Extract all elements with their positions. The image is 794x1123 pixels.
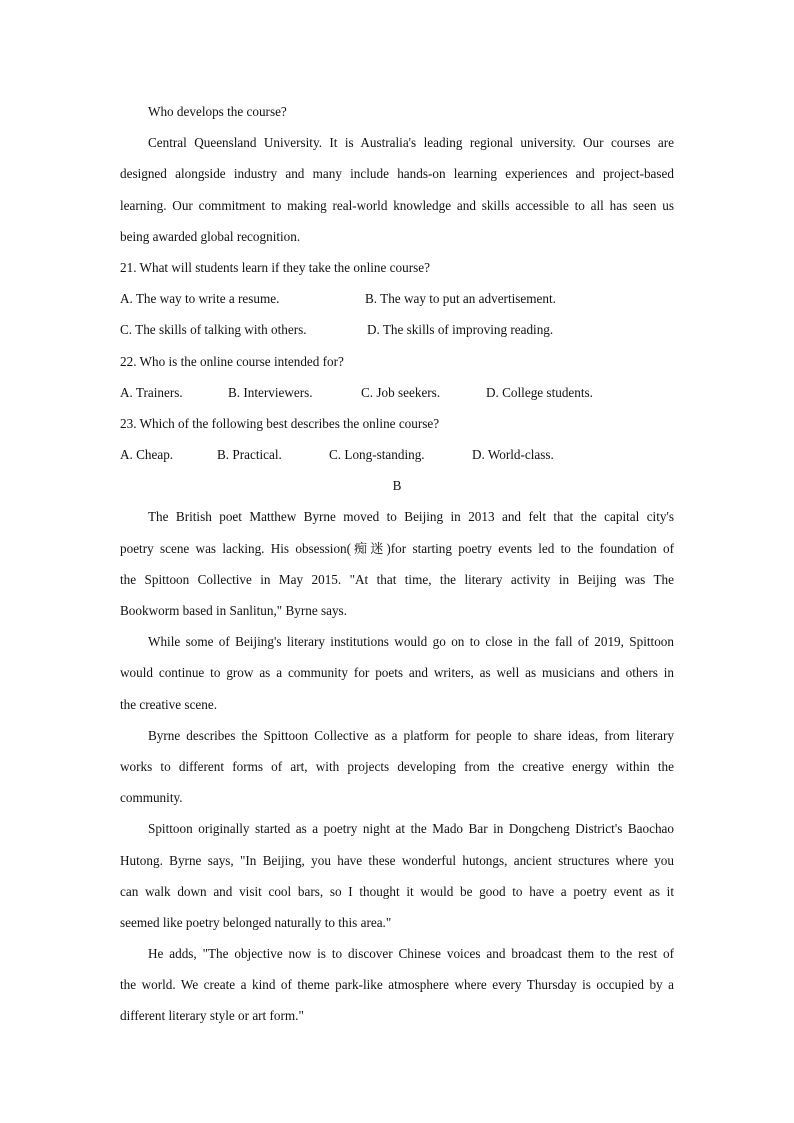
option-b: B. Interviewers. (228, 384, 313, 400)
paragraph-line: Spittoon originally started as a poetry night at the Mado Bar in Dongcheng District's Baochao (148, 821, 674, 837)
option-a: A. Cheap. (120, 447, 174, 463)
option-d: D. The skills of improving reading. (367, 322, 554, 338)
paragraph-line: can walk down and visit cool bars, so I thought it would be good to have a poetry event as it (120, 883, 674, 899)
options-row (120, 283, 674, 314)
paragraph-line: He adds, "The objective now is to discover Chinese voices and broadcast them to the rest of (148, 946, 674, 962)
paragraph-line: seemed like poetry belonged naturally to this area." (120, 914, 392, 930)
question-stem: 23. Which of the following best describes the online course? (120, 415, 440, 431)
options-row (120, 377, 674, 408)
option-c: C. Job seekers. (361, 384, 441, 400)
paragraph-line: Central Queensland University. It is Australia's leading regional university. Our courses are (148, 135, 674, 151)
option-a: A. Trainers. (120, 384, 183, 400)
paragraph-line: being awarded global recognition. (120, 228, 301, 244)
paragraph (120, 626, 674, 720)
option-b: B. Practical. (217, 447, 282, 463)
paragraph-line: Hutong. Byrne says, "In Beijing, you have these wonderful hutongs, ancient structures where you (120, 852, 674, 868)
option-d: D. World-class. (472, 447, 554, 463)
option-a: A. The way to write a resume. (120, 291, 280, 307)
paragraph-line: designed alongside industry and many include hands-on learning experiences and project-based (120, 166, 674, 182)
paragraph (120, 813, 674, 938)
paragraph (120, 501, 674, 626)
section-heading: Who develops the course? (148, 104, 287, 119)
paragraph (120, 938, 674, 1032)
paragraph (120, 127, 674, 252)
question-stem: 21. What will students learn if they take the online course? (120, 259, 430, 275)
option-c: C. Long-standing. (329, 447, 425, 463)
document-page (120, 96, 674, 1032)
paragraph-line: While some of Beijing's literary institutions would go on to close in the fall of 2019, Spittoon (148, 634, 674, 650)
question-23 (120, 408, 674, 470)
paragraph-line: the world. We create a kind of theme park-like atmosphere where every Thursday is occupied by a (120, 977, 674, 993)
paragraph-line: community. (120, 790, 183, 806)
paragraph (120, 720, 674, 814)
paragraph-line: Byrne describes the Spittoon Collective as a platform for people to share ideas, from literary (148, 727, 674, 743)
options-row (120, 439, 674, 470)
paragraph-line: the creative scene. (120, 696, 218, 712)
option-c: C. The skills of talking with others. (120, 322, 307, 338)
question-22 (120, 346, 674, 408)
paragraph-line: works to different forms of art, with projects developing from the creative energy within the (120, 758, 674, 774)
paragraph-line: The British poet Matthew Byrne moved to Beijing in 2013 and felt that the capital city's (148, 509, 674, 525)
paragraph-line: learning. Our commitment to making real-world knowledge and skills accessible to all has seen us (120, 197, 674, 213)
paragraph-line: would continue to grow as a community for poets and writers, as well as musicians and others in (120, 665, 674, 681)
paragraph-line: Bookworm based in Sanlitun," Byrne says. (120, 603, 347, 618)
option-b: B. The way to put an advertisement. (365, 291, 556, 307)
paragraph-line: the Spittoon Collective in May 2015. "At that time, the literary activity in Beijing was The (120, 571, 674, 587)
paragraph-line: different literary style or art form." (120, 1008, 304, 1024)
question-21 (120, 252, 674, 346)
option-d: D. College students. (486, 384, 593, 400)
section-label: B (392, 478, 402, 494)
options-row (120, 314, 674, 345)
paragraph-line: poetry scene was lacking. His obsession(痴迷)for starting poetry events led to the foundation of (120, 540, 674, 556)
question-stem: 22. Who is the online course intended for? (120, 353, 344, 369)
